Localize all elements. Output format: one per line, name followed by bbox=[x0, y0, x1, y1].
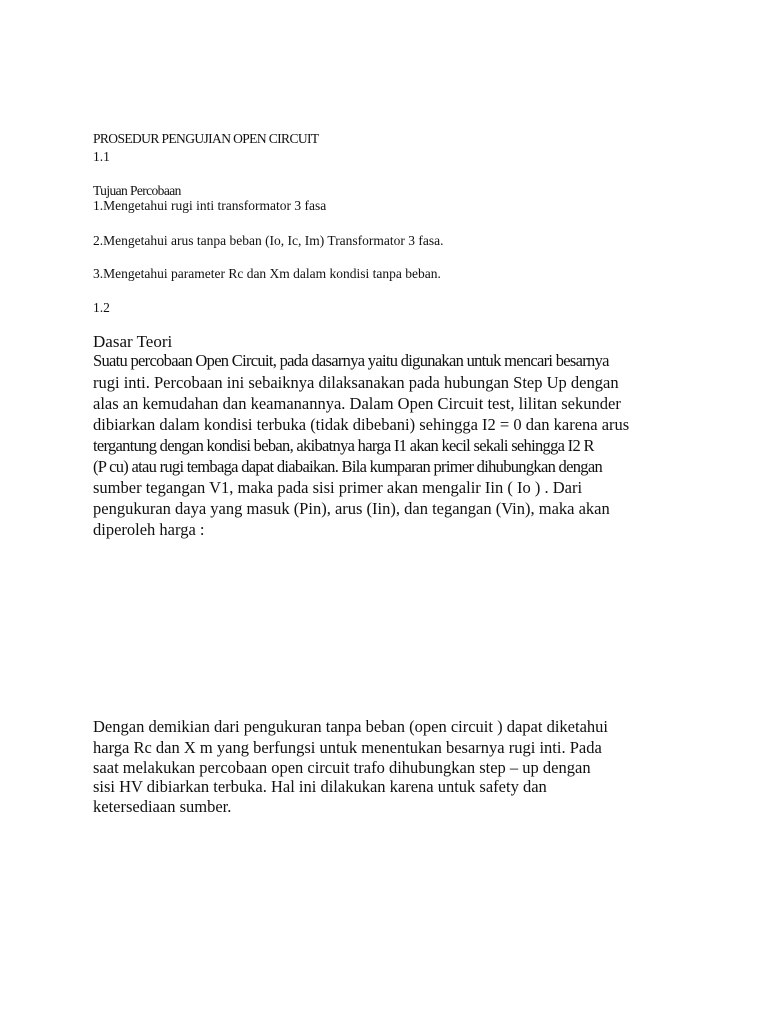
list-item: 3.Mengetahui parameter Rc dan Xm dalam kondisi tanpa beban. bbox=[93, 266, 441, 281]
paragraph-line: pengukuran daya yang masuk (Pin), arus (Iin), dan tegangan (Vin), maka akan bbox=[93, 499, 610, 518]
paragraph-line: sumber tegangan V1, maka pada sisi primer akan mengalir Iin ( Io ) . Dari bbox=[93, 478, 583, 497]
paragraph-line: sisi HV dibiarkan terbuka. Hal ini dilakukan karena untuk safety dan bbox=[93, 777, 547, 796]
paragraph-line: alas an kemudahan dan keamanannya. Dalam Open Circuit test, lilitan sekunder bbox=[93, 394, 621, 413]
section-number: 1.2 bbox=[93, 300, 110, 315]
paragraph-line: harga Rc dan X m yang berfungsi untuk menentukan besarnya rugi inti. Pada bbox=[93, 738, 602, 757]
paragraph-line: dibiarkan dalam kondisi terbuka (tidak dibebani) sehingga I2 = 0 dan karena arus bbox=[93, 415, 630, 434]
document-title: PROSEDUR PENGUJIAN OPEN CIRCUIT bbox=[93, 131, 319, 146]
section-number: 1.1 bbox=[93, 149, 110, 164]
list-item: 2.Mengetahui arus tanpa beban (Io, Ic, Im) Transformator 3 fasa. bbox=[93, 233, 444, 248]
list-item: 1.Mengetahui rugi inti transformator 3 fasa bbox=[93, 198, 327, 213]
paragraph-line: saat melakukan percobaan open circuit trafo dihubungkan step – up dengan bbox=[93, 758, 591, 777]
section-heading: Tujuan Percobaan bbox=[93, 183, 181, 198]
paragraph-line: ketersediaan sumber. bbox=[93, 797, 232, 816]
section-heading: Dasar Teori bbox=[93, 332, 173, 351]
paragraph-line: tergantung dengan kondisi beban, akibatnya harga I1 akan kecil sekali sehingga I2 R bbox=[93, 436, 594, 455]
paragraph-line: (P cu) atau rugi tembaga dapat diabaikan. Bila kumparan primer dihubungkan dengan bbox=[93, 457, 603, 476]
paragraph-line: rugi inti. Percobaan ini sebaiknya dilaksanakan pada hubungan Step Up dengan bbox=[93, 373, 619, 392]
paragraph-line: Suatu percobaan Open Circuit, pada dasarnya yaitu digunakan untuk mencari besarnya bbox=[93, 351, 609, 370]
paragraph-line: diperoleh harga : bbox=[93, 520, 205, 539]
paragraph-line: Dengan demikian dari pengukuran tanpa beban (open circuit ) dapat diketahui bbox=[93, 717, 608, 736]
